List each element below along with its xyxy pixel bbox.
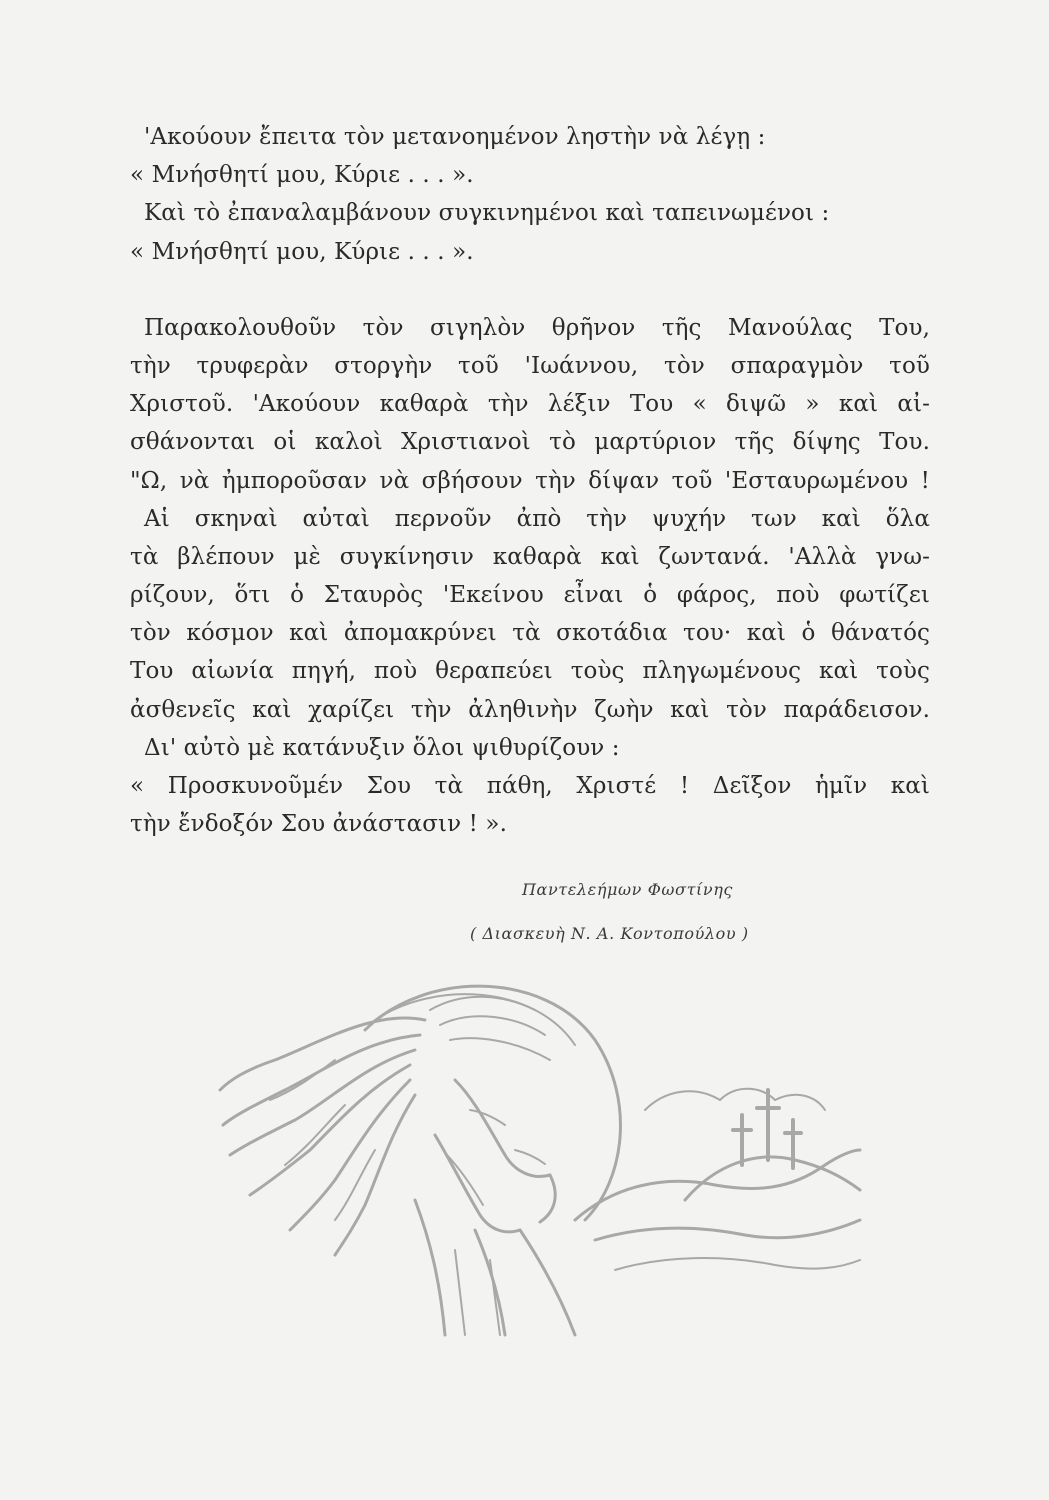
text-line: Του αἰωνία πηγή, ποὺ θεραπεύει τοὺς πληγωμένους καὶ τοὺς [130, 658, 930, 685]
text-line: 'Ακούουν ἔπειτα τὸν μετανοημένον ληστὴν νὰ λέγῃ : [144, 124, 766, 150]
paragraph-gap [130, 271, 930, 309]
text-line: ἀσθενεῖς καὶ χαρίζει τὴν ἀληθινὴν ζωὴν καὶ τὸν παράδεισον. [130, 696, 930, 723]
text-line: τὴν ἔνδοξόν Σου ἀνάστασιν ! ». [130, 811, 507, 838]
text-line: Δι' αὐτὸ μὲ κατάνυξιν ὅλοι ψιθυρίζουν : [144, 734, 620, 761]
text-line: Αἱ σκηναὶ αὐταὶ περνοῦν ἀπὸ τὴν ψυχήν των καὶ ὅλα [144, 505, 930, 532]
text-line: τὸν κόσμον καὶ ἀπομακρύνει τὰ σκοτάδια του· καὶ ὁ θάνατός [130, 620, 930, 647]
text-line: "Ω, νὰ ἠμποροῦσαν νὰ σβήσουν τὴν δίψαν τοῦ 'Εσταυρωμένου ! [130, 467, 930, 494]
weeping-woman-with-crosses-icon [215, 950, 865, 1340]
text-line: ρίζουν, ὅτι ὁ Σταυρὸς 'Εκείνου εἶναι ὁ φάρος, ποὺ φωτίζει [130, 582, 930, 609]
text-line: « Μνήσθητί μου, Κύριε . . . ». [130, 238, 474, 265]
text-line: « Μνήσθητί μου, Κύριε . . . ». [130, 162, 474, 189]
text-line: τὰ βλέπουν μὲ συγκίνησιν καθαρὰ καὶ ζωντανά. 'Αλλὰ γνω- [130, 543, 930, 570]
text-line: Παρακολουθοῦν τὸν σιγηλὸν θρῆνον τῆς Μανούλας Του, [144, 314, 930, 341]
author-signature: Παντελεήμων Φωστίνης [522, 880, 733, 899]
text-line: Χριστοῦ. 'Ακούουν καθαρὰ τὴν λέξιν Του « διψῶ » καὶ αἰ- [130, 391, 930, 418]
text-line: « Προσκυνοῦμέν Σου τὰ πάθη, Χριστέ ! Δεῖξον ἡμῖν καὶ [130, 773, 930, 799]
text-line: σθάνονται οἱ καλοὶ Χριστιανοὶ τὸ μαρτύριον τῆς δίψης Του. [130, 429, 930, 456]
adaptation-credit: ( Διασκευὴ Ν. Α. Κοντοπούλου ) [470, 924, 749, 943]
text-line: Καὶ τὸ ἐπαναλαμβάνουν συγκινημένοι καὶ ταπεινωμένοι : [144, 200, 830, 227]
text-line: τὴν τρυφερὰν στοργὴν τοῦ 'Ιωάννου, τὸν σπαραγμὸν τοῦ [130, 352, 930, 379]
body-text [130, 118, 930, 843]
